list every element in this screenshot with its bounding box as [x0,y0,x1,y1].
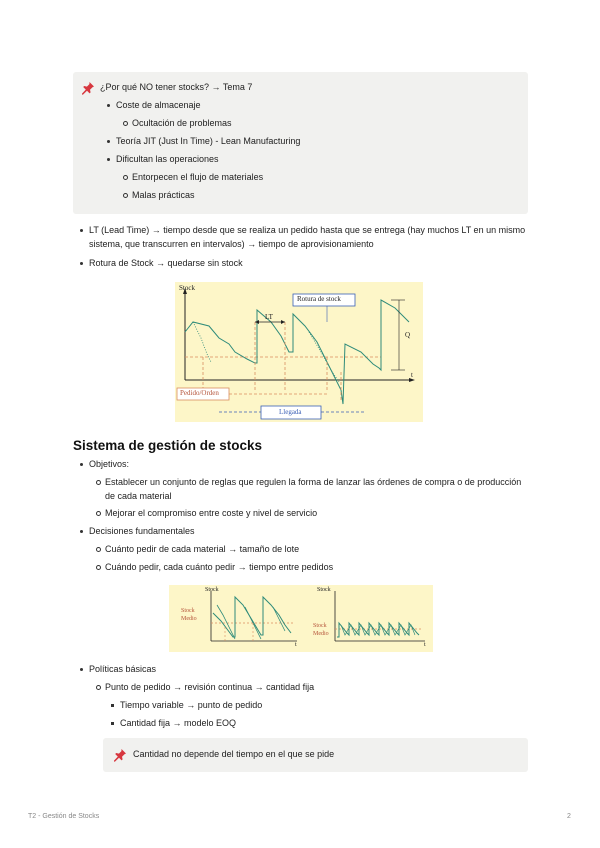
lt-label: LT [265,313,273,321]
callout-cantidad [103,738,528,772]
pushpin-icon [113,748,127,762]
stock-lead-time-figure [175,282,423,422]
list-item: Establecer un conjunto de reglas que regulen la forma de lanzar las órdenes de compra o de producción [105,476,521,489]
left-y-axis-label: Stock [205,587,219,593]
pushpin-icon [81,81,95,95]
section-heading: Sistema de gestión de stocks [73,438,263,453]
y-axis-label: Stock [179,284,195,292]
lt-definition-line2: sistema, que transcurren en intervalos) → tiempo de aprovisionamiento [89,239,374,249]
list-item: Malas prácticas [132,189,195,202]
list-item-continuation: de cada material [105,491,172,501]
list-item: Objetivos: [89,458,129,471]
rotura-label: Rotura de stock [297,295,341,303]
list-item: Decisiones fundamentales [89,525,195,538]
list-item: Tiempo variable → punto de pedido [120,699,262,712]
llegada-label: Llegada [279,408,302,416]
list-item: Teoría JIT (Just In Time) - Lean Manufacturing [116,135,300,148]
list-item: Políticas básicas [89,663,156,676]
list-item: Entorpecen el flujo de materiales [132,171,263,184]
page-number: 2 [567,813,571,820]
rotura-definition: Rotura de Stock → quedarse sin stock [89,257,243,270]
list-item: Coste de almacenaje [116,99,201,112]
callout-why-no-stocks [73,72,528,214]
list-item: Punto de pedido → revisión continua → cantidad fija [105,681,314,694]
right-y-axis-label: Stock [317,587,331,593]
callout-title: ¿Por qué NO tener stocks? → Tema 7 [100,82,253,92]
list-item: Mejorar el compromiso entre coste y nivel de servicio [105,507,317,520]
list-item: Cantidad fija → modelo EOQ [120,717,236,730]
q-label: Q [405,331,411,339]
right-x-axis-label: t [424,642,426,648]
callout-text: Cantidad no depende del tiempo en el que se pide [133,749,335,759]
list-item: Ocultación de problemas [132,117,232,130]
left-x-axis-label: t [295,642,297,648]
right-stock-medio-label: Stock Medio [313,623,329,637]
footer-title: T2 - Gestión de Stocks [28,813,100,820]
list-item: Dificultan las operaciones [116,153,219,166]
lt-definition-line1: LT (Lead Time) → tiempo desde que se realiza un pedido hasta que se entrega (hay muchos LT en un mismo [89,224,525,237]
list-item: Cuándo pedir, cada cuánto pedir → tiempo entre pedidos [105,561,333,574]
pedido-label: Pedido/Orden [180,389,219,397]
list-item: Cuánto pedir de cada material → tamaño de lote [105,543,299,556]
left-stock-medio-label: Stock Medio [181,608,197,622]
stock-medio-figure [169,585,433,652]
x-axis-label: t [411,371,413,379]
